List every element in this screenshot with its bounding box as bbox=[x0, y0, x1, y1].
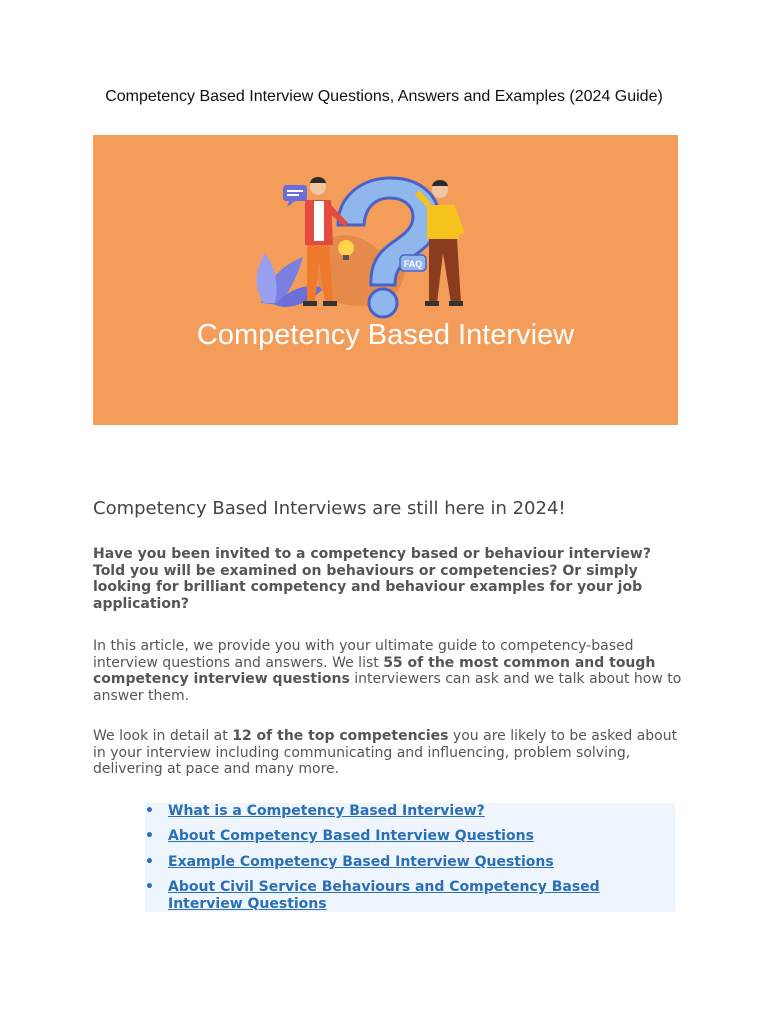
table-of-contents bbox=[145, 803, 675, 912]
interview-illustration bbox=[93, 135, 678, 425]
intro-text-1: In this article, we provide you with your ultimate guide to competency-based interview questions and answers. We list bbox=[93, 638, 634, 671]
bullet-icon: • bbox=[145, 879, 154, 895]
bullet-icon: • bbox=[145, 803, 154, 819]
toc-link-example-questions[interactable]: Example Competency Based Interview Questions bbox=[168, 854, 554, 870]
banner-caption: Competency Based Interview bbox=[196, 319, 575, 351]
competencies-text-2: you are likely to be asked about in your interview including communicating and influencing, problem solving, delivering at pace and many more. bbox=[93, 728, 678, 777]
bullet-icon: • bbox=[145, 854, 154, 870]
intro-paragraph bbox=[93, 638, 683, 704]
intro-bold-text: 55 of the most common and tough competency interview questions bbox=[93, 654, 656, 687]
toc-item bbox=[145, 803, 675, 820]
document-title: Competency Based Interview Questions, Answers and Examples (2024 Guide) bbox=[105, 88, 663, 105]
competencies-bold-text: 12 of the top competencies bbox=[232, 728, 449, 744]
toc-item bbox=[145, 828, 675, 845]
toc-item bbox=[145, 879, 675, 912]
bullet-icon: • bbox=[145, 828, 154, 844]
toc-link-what-is[interactable]: What is a Competency Based Interview? bbox=[168, 803, 485, 819]
intro-text-2: interviewers can ask and we talk about how to answer them. bbox=[93, 671, 682, 704]
banner-image bbox=[93, 135, 678, 425]
toc-link-civil-service[interactable]: About Civil Service Behaviours and Competency Based Interview Questions bbox=[168, 879, 600, 912]
toc-item bbox=[145, 854, 675, 871]
faq-bubble-label: FAQ bbox=[403, 259, 423, 269]
competencies-paragraph bbox=[93, 728, 683, 778]
section-heading: Competency Based Interviews are still here in 2024! bbox=[93, 498, 566, 519]
competencies-text-1: We look in detail at bbox=[93, 728, 233, 744]
lead-paragraph: Have you been invited to a competency based or behaviour interview? Told you will be examined on behaviours or competencies? Or simply looking for brilliant competency and behaviour examples for your job application? bbox=[93, 546, 651, 612]
toc-link-about-questions[interactable]: About Competency Based Interview Questions bbox=[168, 828, 534, 844]
